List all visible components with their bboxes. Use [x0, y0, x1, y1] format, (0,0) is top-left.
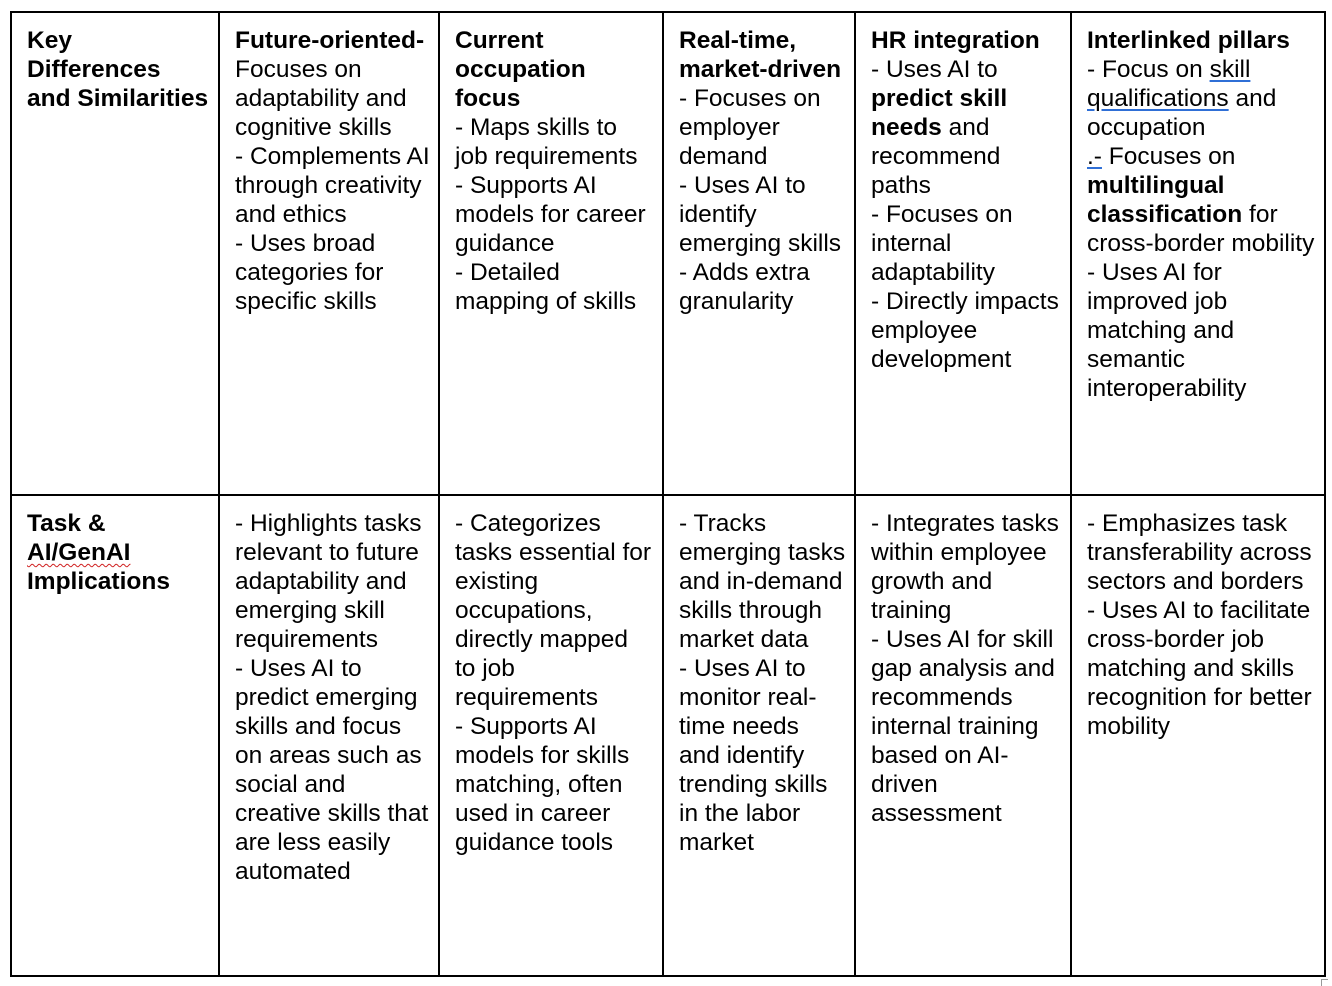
comparison-table: [10, 11, 1326, 977]
row-label-key-differences: Key Differences and Similarities: [27, 27, 209, 112]
spellcheck-flagged-word[interactable]: AI/GenAI: [27, 539, 131, 566]
cell-text: - Emphasizes task transferability across sectors and borders: [1087, 510, 1312, 595]
header-hr-integration: HR integration: [871, 27, 1040, 54]
page-corner-marker: [1321, 979, 1328, 986]
cell-text: - Highlights tasks relevant to future adaptability and emerging skill requirements: [235, 510, 422, 653]
cell-text: - Focuses on employer demand: [679, 85, 821, 170]
cell-text: - Supports AI models for skills matching, often used in career guidance tools: [455, 713, 630, 856]
cell-text: - Integrates tasks within employee growth and training: [871, 510, 1059, 624]
header-current-occupation: Current occupation focus: [455, 27, 586, 112]
row-label-cell: [11, 495, 219, 976]
cell-real-time: [663, 12, 855, 495]
cell-text: - Complements AI through creativity and ethics: [235, 143, 430, 228]
header-interlinked-pillars: Interlinked pillars: [1087, 27, 1290, 54]
cell-interlinked-pillars: [1071, 12, 1325, 495]
cell-hr-integration: [855, 12, 1071, 495]
cell-text: - Uses AI to facilitate cross-border job matching and skills recognition for better mobility: [1087, 597, 1312, 740]
table-row-task-implications: [11, 495, 1325, 976]
underlined-marker[interactable]: .-: [1087, 143, 1102, 170]
cell-current-occupation-tasks: [439, 495, 663, 976]
cell-text: - Uses AI for skill gap analysis and recommends internal training based on AI-driven assessment: [871, 626, 1055, 827]
row-label-cell: [11, 12, 219, 495]
cell-text: - Adds extra granularity: [679, 259, 810, 315]
cell-current-occupation: [439, 12, 663, 495]
cell-text: Focuses on adaptability and cognitive skills: [235, 56, 407, 141]
cell-text: - Uses AI to predict emerging skills and focus on areas such as social and creative skills that are less easily automated: [235, 655, 429, 885]
cell-text: - Focus on skill qualifications and occupation: [1087, 56, 1277, 141]
cell-text: - Uses AI to monitor real-time needs and identify trending skills in the labor market: [679, 655, 828, 856]
cell-text: - Directly impacts employee development: [871, 288, 1059, 373]
header-future-oriented: Future-oriented-: [235, 27, 425, 54]
cell-real-time-tasks: [663, 495, 855, 976]
cell-text: - Uses AI to identify emerging skills: [679, 172, 842, 257]
cell-text: - Maps skills to job requirements: [455, 114, 638, 170]
cell-future-oriented: [219, 12, 439, 495]
cell-hr-integration-tasks: [855, 495, 1071, 976]
cell-future-oriented-tasks: [219, 495, 439, 976]
bold-text: predict skill needs: [871, 85, 1008, 141]
cell-text: .- Focuses on multilingual classification for cross-border mobility: [1087, 143, 1315, 257]
cell-text: - Detailed mapping of skills: [455, 259, 637, 315]
table-row-differences: [11, 12, 1325, 495]
cell-text: - Supports AI models for career guidance: [455, 172, 646, 257]
cell-text: - Tracks emerging tasks and in-demand skills through market data: [679, 510, 846, 653]
cell-text: - Focuses on internal adaptability: [871, 201, 1013, 286]
bold-text: multilingual classification: [1087, 172, 1243, 228]
cell-interlinked-pillars-tasks: [1071, 495, 1325, 976]
cell-text: - Categorizes tasks essential for existing occupations, directly mapped to job requirements: [455, 510, 652, 711]
cell-text: - Uses AI for improved job matching and semantic interoperability: [1087, 259, 1247, 402]
cell-text: - Uses broad categories for specific skills: [235, 230, 384, 315]
underlined-link-text[interactable]: skill qualifications: [1087, 56, 1251, 112]
cell-text: - Uses AI to predict skill needs and recommend paths: [871, 56, 1008, 199]
row-label-task-implications: Task & AI/GenAI Implications: [27, 510, 170, 595]
header-real-time: Real-time, market-driven: [679, 27, 842, 83]
